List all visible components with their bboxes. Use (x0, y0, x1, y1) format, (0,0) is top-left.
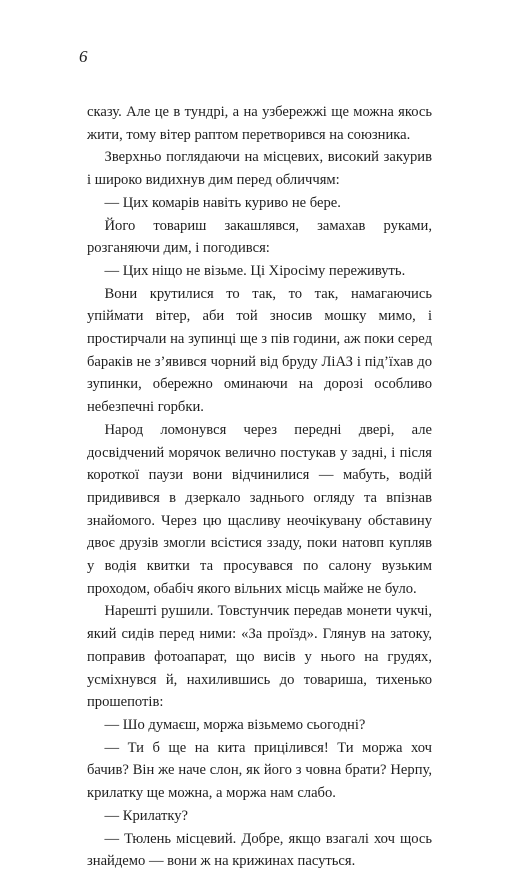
paragraph: — Шо думаєш, моржа візьмемо сьогодні? (104, 716, 366, 733)
body-text (87, 101, 432, 873)
paragraph: — Цих ніщо не візьме. Ці Хіросіму переживуть. (104, 262, 406, 279)
page-number: 6 (79, 47, 88, 66)
paragraph: Нарешті рушили. Товстунчик передав монети чукчі, який сидів перед ними: «За проїзд». Глянув на затоку, поправив фотоапарат, що висів у нього на грудях, усміхнувся й, нахилившись до товариша, тихенько прошепотів: (87, 603, 432, 711)
paragraph: Народ ломонувся через передні двері, але досвідчений морячок велично постукав у задні, і після короткої паузи вони відчинилися — мабуть, водій придивився в дзеркало заднього огляду та впізнав знайомого. Через цю щасливу неочікувану обставину двоє друзів змогли всістися ззаду, поки натовп купляв у водія квитки та просувався по салону вузьким проходом, обабіч якого вільних місць майже не було. (87, 421, 432, 597)
paragraph: — Цих комарів навіть куриво не бере. (104, 194, 341, 211)
paragraph: — Ти б ще на кита прицілився! Ти моржа хоч бачив? Він же наче слон, як його з човна брати? Нерпу, крилатку ще можна, а моржа нам слабо. (87, 739, 432, 802)
paragraph: — Тюлень місцевий. Добре, якщо взагалі хоч щось знайдемо — вони ж на крижинах пасуться. (87, 830, 432, 870)
paragraph: Його товариш закашлявся, замахав руками, розганяючи дим, і погодився: (87, 217, 432, 257)
paragraph: Вони крутилися то так, то так, намагаючись упіймати вітер, аби той зносив мошку мимо, і простирчали на зупинці ще з пів години, аж поки серед бараків не з’явився чорний від бруду ЛіАЗ і під’їхав до зупинки, обережно оминаючи на дорозі особливо небезпечні горбки. (87, 285, 432, 416)
paragraph: — Крилатку? (104, 807, 189, 824)
paragraph: сказу. Але це в тундрі, а на узбережжі ще можна якось жити, тому вітер раптом перетворився на союзника. (87, 104, 432, 143)
paragraph: Зверхньо поглядаючи на місцевих, високий закурив і широко видихнув дим перед обличчям: (87, 149, 432, 189)
